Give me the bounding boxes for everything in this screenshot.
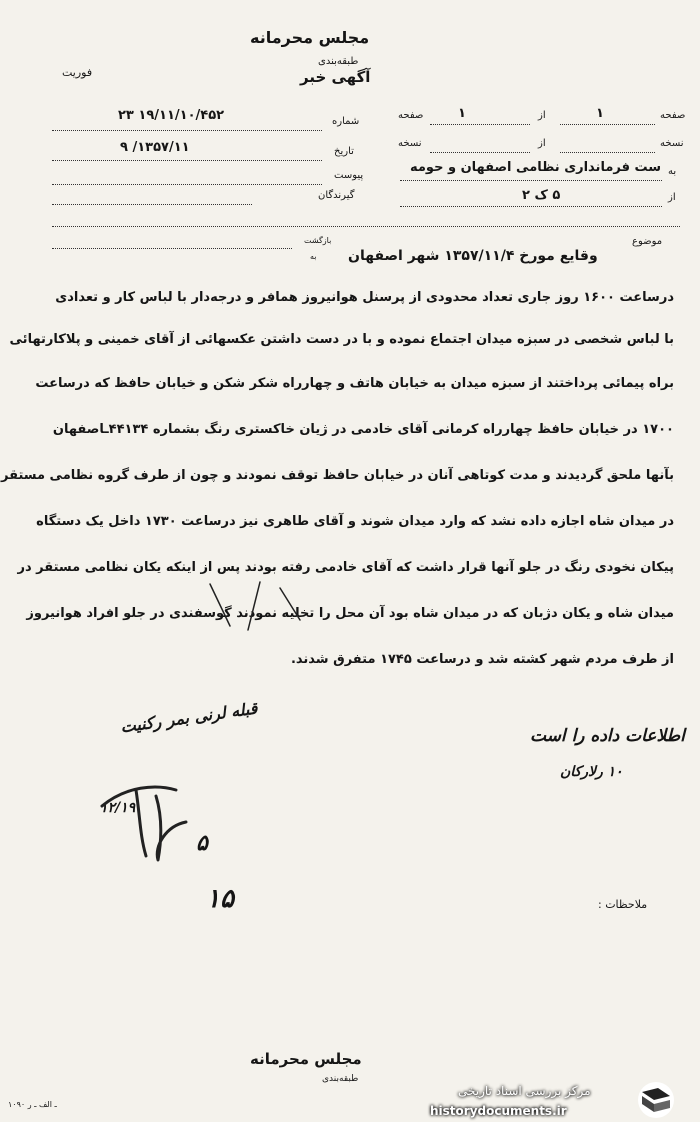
date-value: ۱۳۵۷/۱۱/ ۹: [120, 140, 190, 155]
to-label: به: [668, 166, 677, 177]
date-label: تاریخ: [334, 146, 354, 157]
copy-of-label: از: [538, 138, 546, 149]
handwritten-date-scrawl: ۱۲/۱۹: [100, 800, 136, 816]
body-line-9: از طرف مردم شهر کشته شد و درساعت ۱۷۴۵ متفرق شدند.: [290, 652, 674, 667]
watermark-url: historydocuments.ir: [430, 1104, 567, 1118]
watermark-persian: مرکز بررسی اسناد تاریخی: [458, 1084, 591, 1098]
body-line-1: درساعت ۱۶۰۰ روز جاری تعداد محدودی از پرسنل هوانیروز همافر و درجه‌دار با لباس کار و تعدادی: [55, 290, 674, 305]
from-value: ۵ ک ٢: [522, 188, 561, 203]
subject-label: موضوع: [632, 236, 663, 247]
header-classification-title: مجلس محرمانه: [250, 28, 370, 47]
handwritten-note-right-1: اطلاعات داده را است: [530, 726, 685, 746]
page-value: ۱: [596, 106, 604, 121]
handwritten-number-1: ۵: [196, 830, 208, 856]
body-line-6: در میدان شاه اجازه داده نشد که وارد میدان شوند و آقای طاهری نیز درساعت ۱۷۳۰ داخل یک دستگاه: [36, 514, 674, 529]
form-code: ۱۰۹۰ ـ الف ـ ر: [8, 1100, 57, 1109]
copy-label: نسخه: [660, 138, 684, 149]
handwritten-underline-marks: [200, 574, 320, 634]
handwritten-signature-mark: [96, 776, 206, 866]
page-suffix: صفحه: [398, 110, 424, 121]
page-of-label: از: [538, 110, 546, 121]
footer-classification-title: مجلس محرمانه: [250, 1050, 362, 1068]
body-line-8: میدان شاه و یکان دژبان که در میدان شاه بود آن محل را تخلیه نمودند گوسفندی در جلو افراد هوانیروز: [26, 606, 674, 621]
subject-value: وقایع مورخ ۱۳۵۷/۱۱/۴ شهر اصفهان: [348, 248, 598, 264]
header-classification-label: طبقه‌بندی: [318, 56, 359, 67]
form-name: آگهی خبر: [300, 68, 371, 86]
subject-note-return: بازگشت: [304, 236, 332, 245]
recipients-label: گیرندگان: [318, 190, 355, 201]
handwritten-note-left: قبله لرنی بمر رکنیت: [119, 698, 259, 737]
archive-logo-icon: [628, 1080, 684, 1120]
number-label: شماره: [332, 116, 360, 127]
footer-classification-label: طبقه‌بندی: [322, 1074, 359, 1084]
from-label: از: [668, 192, 676, 203]
handwritten-note-right-2: ۱۰ رلارکان: [560, 764, 623, 780]
subject-note-to: به: [310, 252, 317, 261]
to-value: ست فرمانداری نظامی اصفهان و حومه: [410, 160, 662, 175]
body-line-7: پیکان نخودی رنگ در جلو آنها قرار داشت که آقای خادمی رفته بودند پس از اینکه یکان نظامی مستقر در: [17, 560, 674, 575]
priority-label: فوریت: [62, 66, 93, 79]
number-value: ۱۹/۱۱/۱۰/۴۵۲ ۲۳: [118, 108, 225, 123]
copy-suffix: نسخه: [398, 138, 422, 149]
handwritten-number-2: ۱۵: [206, 884, 234, 914]
page-of-value: ۱: [458, 106, 466, 121]
attachment-label: پیوست: [334, 170, 364, 181]
page-label: صفحه: [660, 110, 686, 121]
body-line-3: براه پیمائی پرداختند از سبزه میدان به خیابان هاتف و چهارراه شکر شکن و خیابان حافظ که درساعت: [35, 376, 674, 391]
remarks-label: ملاحظات :: [598, 898, 648, 911]
body-line-2: با لباس شخصی در سبزه میدان اجتماع نموده و با در دست داشتن عکسهائی از آقای خمینی و پلاکارتهائی: [9, 332, 674, 347]
body-line-5: بآنها ملحق گردیدند و مدت کوتاهی آنان در خیابان حافظ توقف نمودند و چون از طرف گروه نظامی مستقر: [1, 468, 674, 483]
body-line-4: ۱۷۰۰ در خیابان حافظ چهارراه کرمانی آقای خادمی در ژیان خاکستری رنگ بشماره ۴۴۱۳۴ـاصفهان: [52, 422, 674, 437]
